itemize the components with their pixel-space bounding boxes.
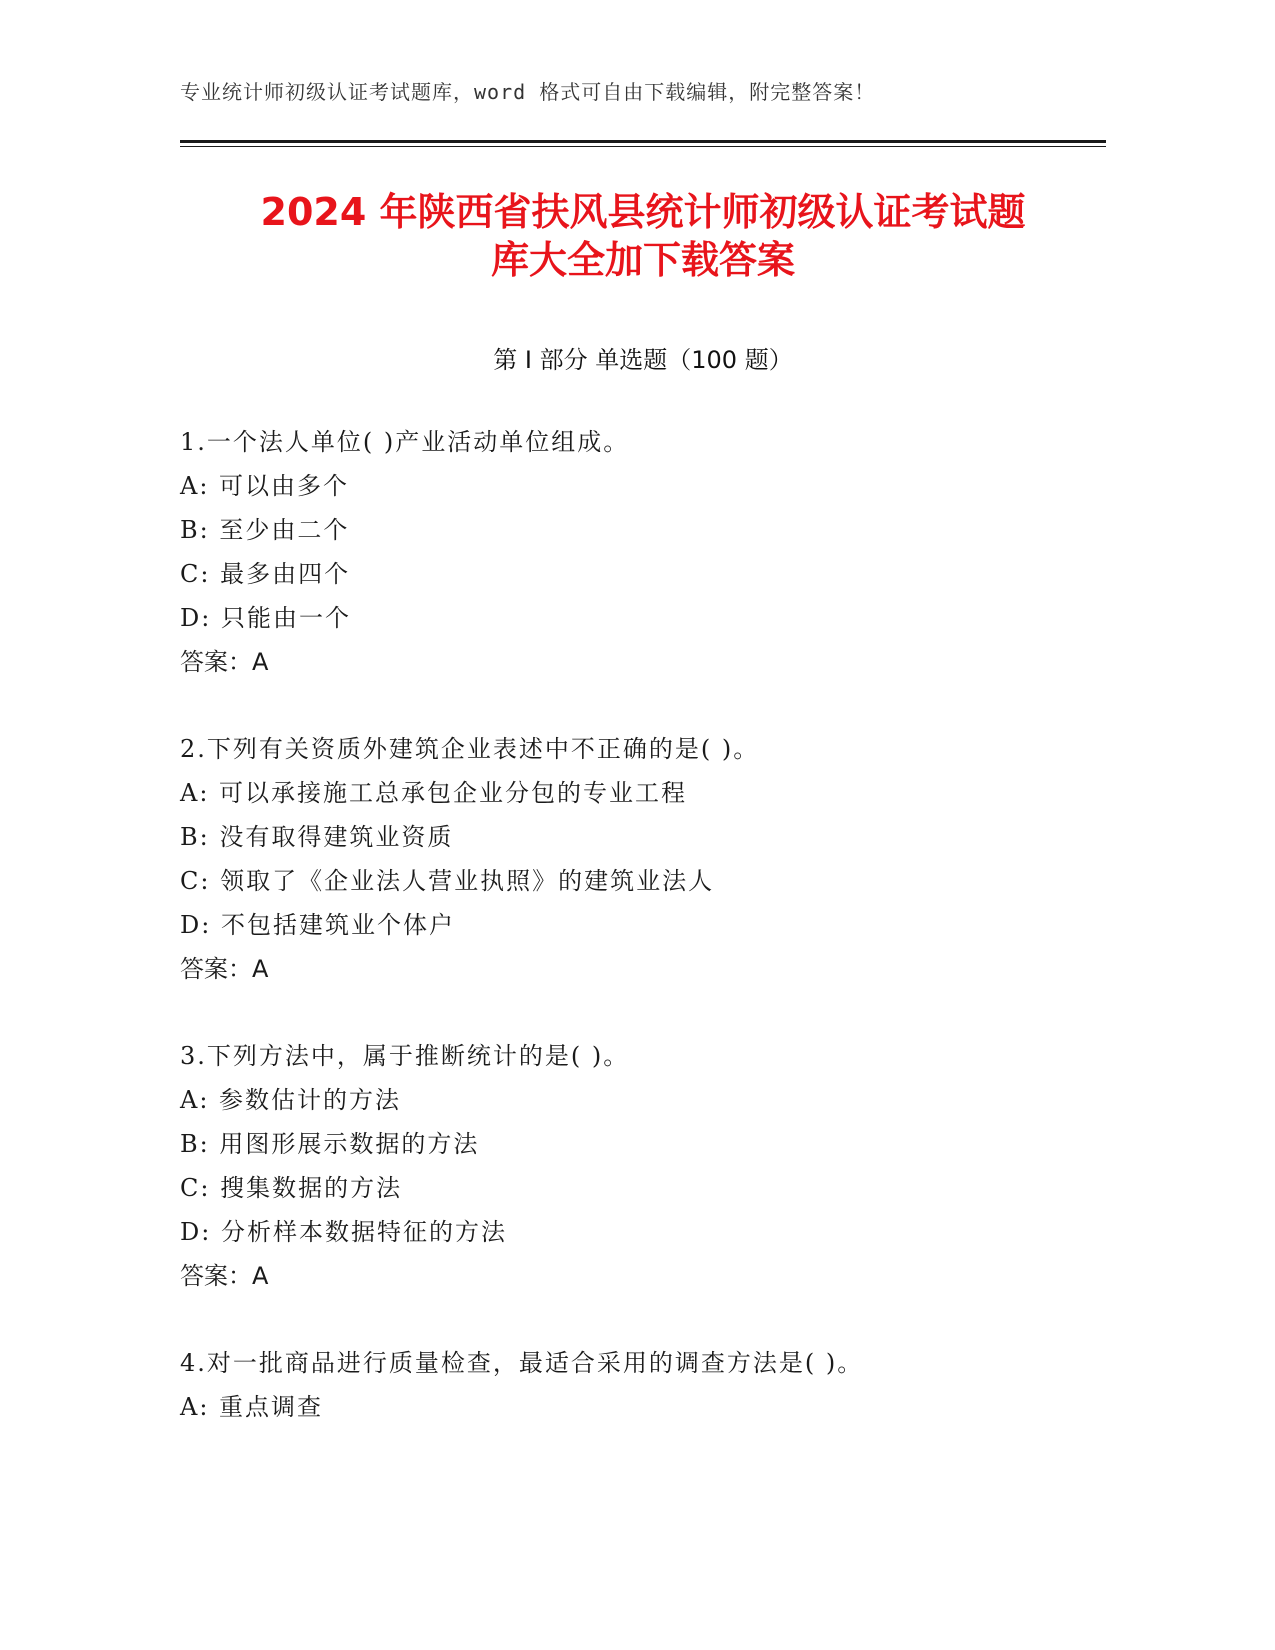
answer: 答案：A [180,1262,269,1290]
question-2 [180,727,1106,991]
option-b: B: 用图形展示数据的方法 [180,1130,480,1158]
question-stem: 1.一个法人单位( )产业活动单位组成。 [180,428,630,456]
question-stem: 4.对一批商品进行质量检查，最适合采用的调查方法是( )。 [180,1349,864,1377]
option-d: D: 只能由一个 [180,604,351,632]
option-d: D: 分析样本数据特征的方法 [180,1218,507,1246]
question-stem: 3.下列方法中，属于推断统计的是( )。 [180,1042,630,1070]
title-line-2: 库大全加下载答案 [490,238,795,282]
section-heading: 第 I 部分 单选题（100 题） [493,346,793,374]
question-list [180,420,1106,1472]
question-1 [180,420,1106,684]
question-stem: 2.下列有关资质外建筑企业表述中不正确的是( )。 [180,735,760,763]
option-a: A: 可以由多个 [180,472,350,500]
document-title [180,188,1106,284]
option-a: A: 重点调查 [180,1393,324,1421]
option-b: B: 没有取得建筑业资质 [180,823,454,851]
option-c: C: 最多由四个 [180,560,351,588]
question-4 [180,1341,1106,1429]
option-a: A: 可以承接施工总承包企业分包的专业工程 [180,779,688,807]
header-note: 专业统计师初级认证考试题库，word 格式可自由下载编辑，附完整答案！ [180,80,876,104]
header-divider [180,140,1106,143]
option-c: C: 领取了《企业法人营业执照》的建筑业法人 [180,867,715,895]
question-3 [180,1034,1106,1298]
answer: 答案：A [180,648,269,676]
header-divider-thin [180,146,1106,147]
option-c: C: 搜集数据的方法 [180,1174,403,1202]
option-b: B: 至少由二个 [180,516,350,544]
title-line-1: 2024 年陕西省扶风县统计师初级认证考试题 [260,190,1026,234]
option-d: D: 不包括建筑业个体户 [180,911,455,939]
option-a: A: 参数估计的方法 [180,1086,402,1114]
answer: 答案：A [180,955,269,983]
